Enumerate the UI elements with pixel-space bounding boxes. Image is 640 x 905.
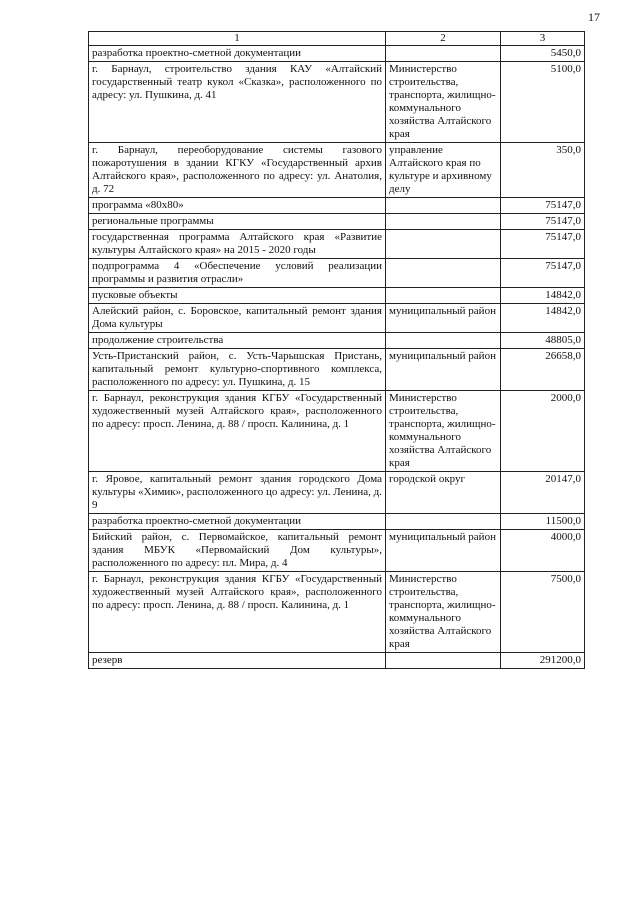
table-row [89, 391, 585, 472]
row-name: г. Барнаул, строительство здания КАУ «Алтайский государственный театр кукол «Сказка», расположенного по адресу: ул. Пушкина, д. 41 [89, 62, 386, 143]
table-row [89, 288, 585, 304]
row-amount: 14842,0 [501, 304, 585, 333]
table-row [89, 349, 585, 391]
row-executor: управление Алтайского края по культуре и архивному делу [386, 143, 501, 198]
column-header-2: 2 [386, 32, 501, 46]
table-header-row [89, 32, 585, 46]
row-executor [386, 259, 501, 288]
row-executor [386, 288, 501, 304]
row-amount: 11500,0 [501, 514, 585, 530]
table-row [89, 472, 585, 514]
table-row [89, 304, 585, 333]
table-row [89, 62, 585, 143]
row-executor [386, 214, 501, 230]
row-executor: муниципальный район [386, 304, 501, 333]
column-header-1: 1 [89, 32, 386, 46]
table-row [89, 333, 585, 349]
table-row [89, 198, 585, 214]
row-amount: 4000,0 [501, 530, 585, 572]
row-executor [386, 333, 501, 349]
row-name: г. Барнаул, реконструкция здания КГБУ «Государственный художественный музей Алтайского края», расположенного по адресу: просп. Ленина, д. 88 / просп. Калинина, д. 1 [89, 391, 386, 472]
row-executor: муниципальный район [386, 530, 501, 572]
row-amount: 5100,0 [501, 62, 585, 143]
row-name: разработка проектно-сметной документации [89, 514, 386, 530]
row-name: продолжение строительства [89, 333, 386, 349]
row-amount: 20147,0 [501, 472, 585, 514]
row-name: резерв [89, 653, 386, 669]
table-row [89, 259, 585, 288]
row-amount: 48805,0 [501, 333, 585, 349]
row-executor [386, 653, 501, 669]
budget-table [88, 31, 585, 669]
row-amount: 14842,0 [501, 288, 585, 304]
row-name: Бийский район, с. Первомайское, капитальный ремонт здания МБУК «Первомайский Дом культуры», расположенного по адресу: пл. Мира, д. 4 [89, 530, 386, 572]
row-name: региональные программы [89, 214, 386, 230]
table-row [89, 530, 585, 572]
row-amount: 291200,0 [501, 653, 585, 669]
row-name: разработка проектно-сметной документации [89, 46, 386, 62]
row-amount: 75147,0 [501, 198, 585, 214]
row-name: программа «80х80» [89, 198, 386, 214]
row-amount: 75147,0 [501, 230, 585, 259]
table-row [89, 572, 585, 653]
table-row [89, 214, 585, 230]
row-amount: 75147,0 [501, 214, 585, 230]
row-amount: 75147,0 [501, 259, 585, 288]
page-number: 17 [588, 10, 600, 24]
row-executor: городской округ [386, 472, 501, 514]
row-executor: Министерство строительства, транспорта, жилищно-коммунального хозяйства Алтайского края [386, 572, 501, 653]
row-executor [386, 230, 501, 259]
row-amount: 5450,0 [501, 46, 585, 62]
row-amount: 350,0 [501, 143, 585, 198]
row-executor: муниципальный район [386, 349, 501, 391]
row-name: Алейский район, с. Боровское, капитальный ремонт здания Дома культуры [89, 304, 386, 333]
row-name: пусковые объекты [89, 288, 386, 304]
column-header-3: 3 [501, 32, 585, 46]
table-row [89, 653, 585, 669]
row-name: г. Барнаул, переоборудование системы газового пожаротушения в здании КГКУ «Государственный архив Алтайского края», расположенного по адресу: ул. Анатолия, д. 72 [89, 143, 386, 198]
table-row [89, 230, 585, 259]
row-amount: 2000,0 [501, 391, 585, 472]
table-row [89, 46, 585, 62]
row-amount: 7500,0 [501, 572, 585, 653]
row-executor: Министерство строительства, транспорта, жилищно-коммунального хозяйства Алтайского края [386, 391, 501, 472]
row-name: г. Яровое, капитальный ремонт здания городского Дома культуры «Химик», расположенного цо адресу: ул. Ленина, д. 9 [89, 472, 386, 514]
row-executor: Министерство строительства, транспорта, жилищно-коммунального хозяйства Алтайского края [386, 62, 501, 143]
row-executor [386, 46, 501, 62]
row-name: подпрограмма 4 «Обеспечение условий реализации программы и развития отрасли» [89, 259, 386, 288]
row-name: государственная программа Алтайского края «Развитие культуры Алтайского края» на 2015 - 2020 годы [89, 230, 386, 259]
row-amount: 26658,0 [501, 349, 585, 391]
row-name: г. Барнаул, реконструкция здания КГБУ «Государственный художественный музей Алтайского края», расположенного по адресу: просп. Ленина, д. 88 / просп. Калинина, д. 1 [89, 572, 386, 653]
table-row [89, 143, 585, 198]
table-row [89, 514, 585, 530]
row-executor [386, 514, 501, 530]
row-name: Усть-Пристанский район, с. Усть-Чарышская Пристань, капитальный ремонт культурно-спортивного комплекса, расположенного по адресу: ул. Пушкина, д. 15 [89, 349, 386, 391]
row-executor [386, 198, 501, 214]
